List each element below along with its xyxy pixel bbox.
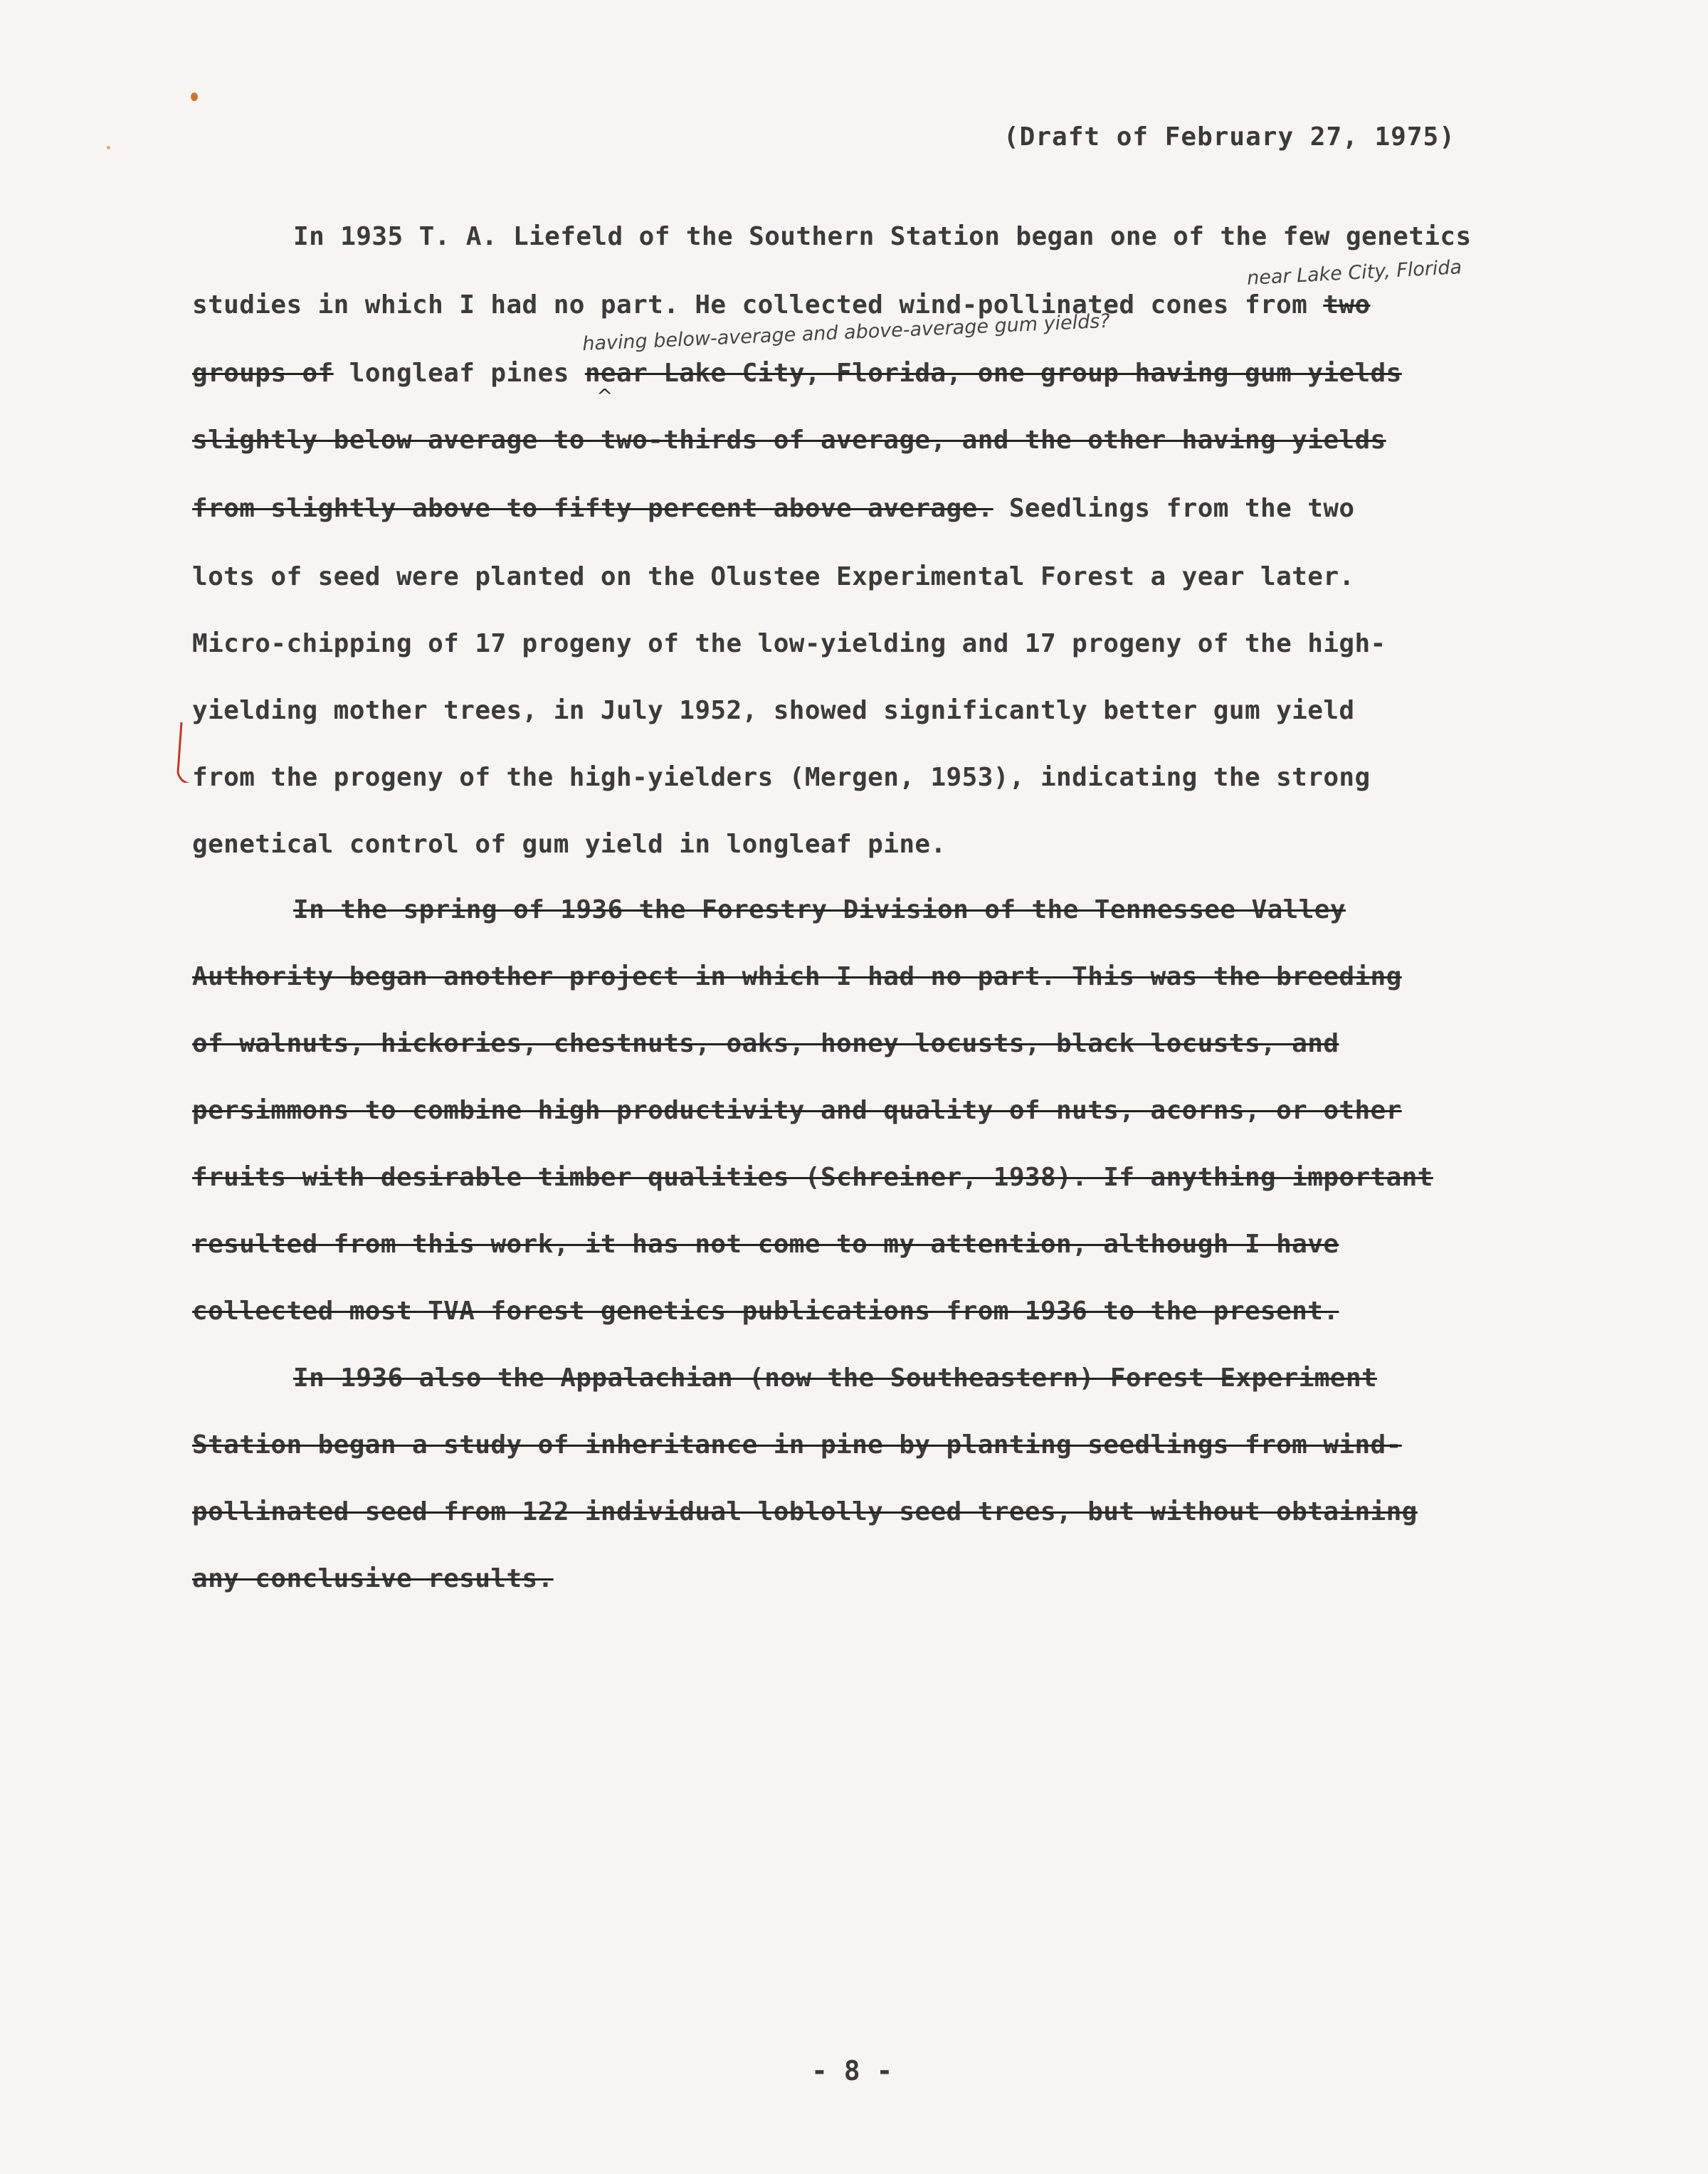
red-margin-mark <box>153 719 196 783</box>
text-line: Micro-chipping of 17 progeny of the low-yielding and 17 progeny of the high- <box>192 629 1386 658</box>
text-line: resulted from this work, it has not come to my attention, although I have <box>192 1230 1339 1259</box>
text-line: In 1936 also the Appalachian (now the Southeastern) Forest Experiment <box>293 1363 1378 1393</box>
text-line: groups of longleaf pines near Lake City, Florida, one group having gum yields <box>192 359 1402 388</box>
text-line: persimmons to combine high productivity and quality of nuts, acorns, or other <box>192 1096 1402 1125</box>
page-number: - 8 - <box>811 2055 893 2086</box>
text-line: slightly below average to two-thirds of average, and the other having yields <box>192 426 1386 455</box>
text-line: pollinated seed from 122 individual loblolly seed trees, but without obtaining <box>192 1497 1418 1526</box>
rust-spot <box>107 146 110 149</box>
text-line: Authority began another project in which I had no part. This was the breeding <box>192 962 1402 991</box>
text-line: from slightly above to fifty percent above average. Seedlings from the two <box>192 494 1355 523</box>
text-line: Station began a study of inheritance in pine by planting seedlings from wind- <box>192 1430 1402 1460</box>
text-line: fruits with desirable timber qualities (Schreiner, 1938). If anything important <box>192 1163 1433 1192</box>
text-line: lots of seed were planted on the Olustee Experimental Forest a year later. <box>192 562 1355 591</box>
text-line: collected most TVA forest genetics publications from 1936 to the present. <box>192 1297 1339 1326</box>
text-line: studies in which I had no part. He collected wind-pollinated cones from two <box>192 290 1371 320</box>
text-line: In the spring of 1936 the Forestry Division of the Tennessee Valley <box>293 895 1346 924</box>
text-line: any conclusive results. <box>192 1564 554 1593</box>
rust-spot <box>191 93 198 101</box>
handwritten-insert-yields: having below-average and above-average gum yields? <box>581 310 1111 356</box>
text-line: yielding mother trees, in July 1952, showed significantly better gum yield <box>192 696 1355 725</box>
text-line: genetical control of gum yield in longleaf pine. <box>192 830 947 859</box>
insertion-caret: ^ <box>596 384 613 408</box>
text-line: of walnuts, hickories, chestnuts, oaks, honey locusts, black locusts, and <box>192 1029 1339 1058</box>
draft-date: (Draft of February 27, 1975) <box>1003 122 1455 152</box>
handwritten-insert-location: near Lake City, Florida <box>1246 256 1462 290</box>
text-line: In 1935 T. A. Liefeld of the Southern Station began one of the few genetics <box>293 222 1472 251</box>
text-line: from the progeny of the high-yielders (Mergen, 1953), indicating the strong <box>192 763 1371 792</box>
